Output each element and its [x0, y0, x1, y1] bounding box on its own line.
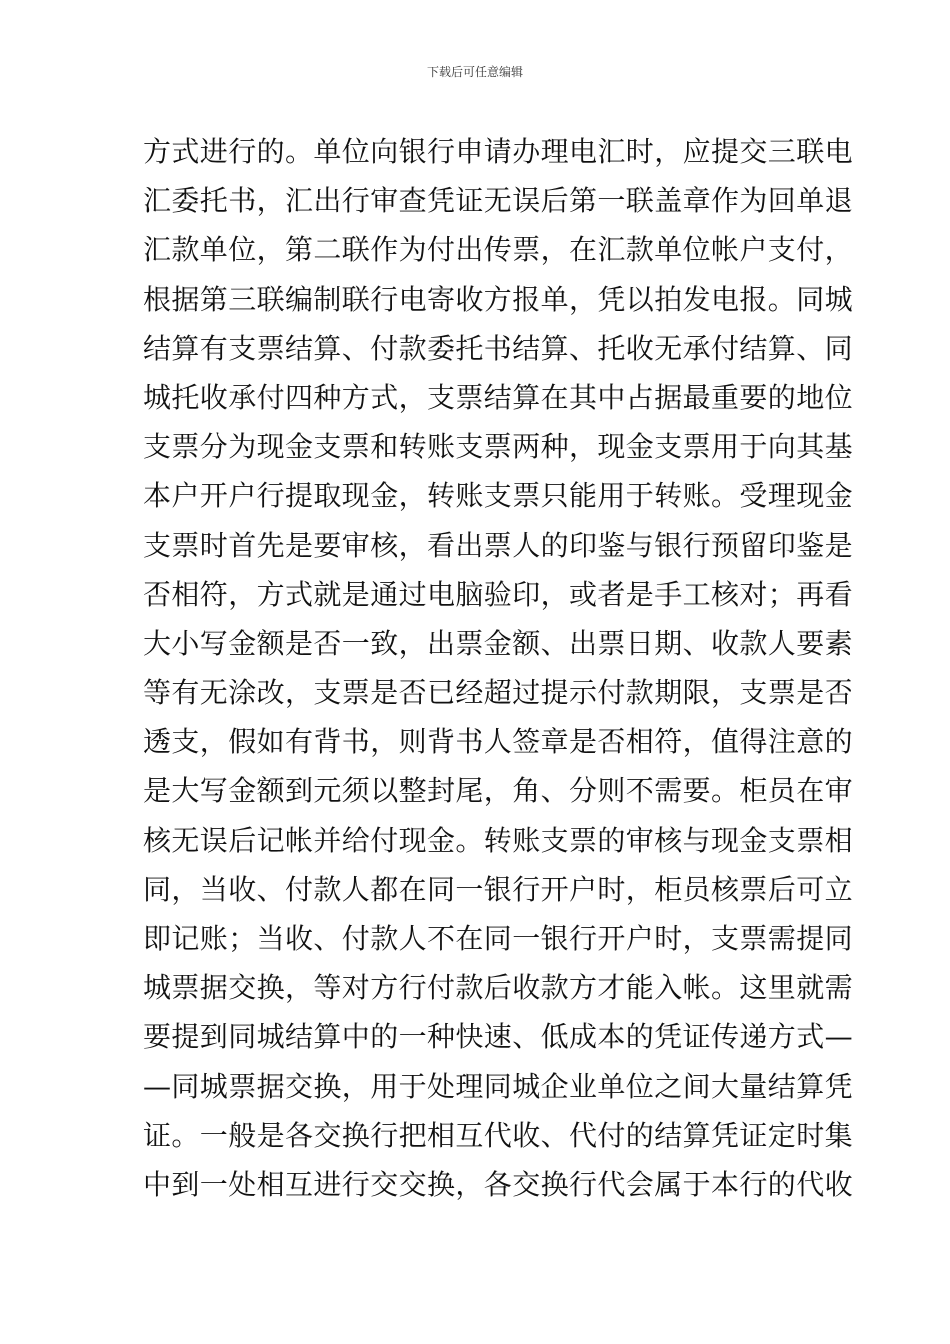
- text-line: —同城票据交换，用于处理同城企业单位之间大量结算凭: [143, 1069, 854, 1103]
- body-text: [143, 127, 854, 1209]
- text-line: 结算有支票结算、付款委托书结算、托收无承付结算、同: [143, 331, 854, 365]
- text-line: 城票据交换，等对方行付款后收款方才能入帐。这里就需: [143, 971, 854, 1005]
- text-line: 汇委托书，汇出行审查凭证无误后第一联盖章作为回单退: [143, 184, 854, 218]
- header-note: 下载后可任意编辑: [426, 65, 523, 79]
- text-line: 城托收承付四种方式，支票结算在其中占据最重要的地位: [143, 380, 854, 414]
- text-line: 是大写金额到元须以整封尾，角、分则不需要。柜员在审: [143, 774, 854, 808]
- text-line: 汇款单位，第二联作为付出传票，在汇款单位帐户支付，: [143, 233, 854, 267]
- text-line: 方式进行的。单位向银行申请办理电汇时，应提交三联电: [143, 135, 854, 168]
- text-line: 支票分为现金支票和转账支票两种，现金支票用于向其基: [143, 430, 854, 464]
- text-line: 支票时首先是要审核，看出票人的印鉴与银行预留印鉴是: [143, 528, 854, 562]
- text-line: 根据第三联编制联行电寄收方报单，凭以拍发电报。同城: [143, 282, 854, 316]
- text-line: 大小写金额是否一致，出票金额、出票日期、收款人要素: [143, 626, 854, 660]
- text-line: 否相符，方式就是通过电脑验印，或者是手工核对；再看: [143, 577, 854, 611]
- text-line: 本户开户行提取现金，转账支票只能用于转账。受理现金: [143, 479, 854, 513]
- text-line: 中到一处相互进行交交换，各交换行代会属于本行的代收: [143, 1167, 854, 1201]
- text-line: 证。一般是各交换行把相互代收、代付的结算凭证定时集: [143, 1118, 854, 1152]
- text-line: 同，当收、付款人都在同一银行开户时，柜员核票后可立: [143, 872, 854, 906]
- text-line: 核无误后记帐并给付现金。转账支票的审核与现金支票相: [143, 823, 854, 857]
- text-line: 即记账；当收、付款人不在同一银行开户时，支票需提同: [143, 922, 854, 955]
- text-line: 等有无涂改，支票是否已经超过提示付款期限，支票是否: [143, 676, 854, 710]
- text-line: 透支，假如有背书，则背书人签章是否相符，值得注意的: [143, 725, 854, 759]
- text-line: 要提到同城结算中的一种快速、低成本的凭证传递方式—: [143, 1020, 854, 1054]
